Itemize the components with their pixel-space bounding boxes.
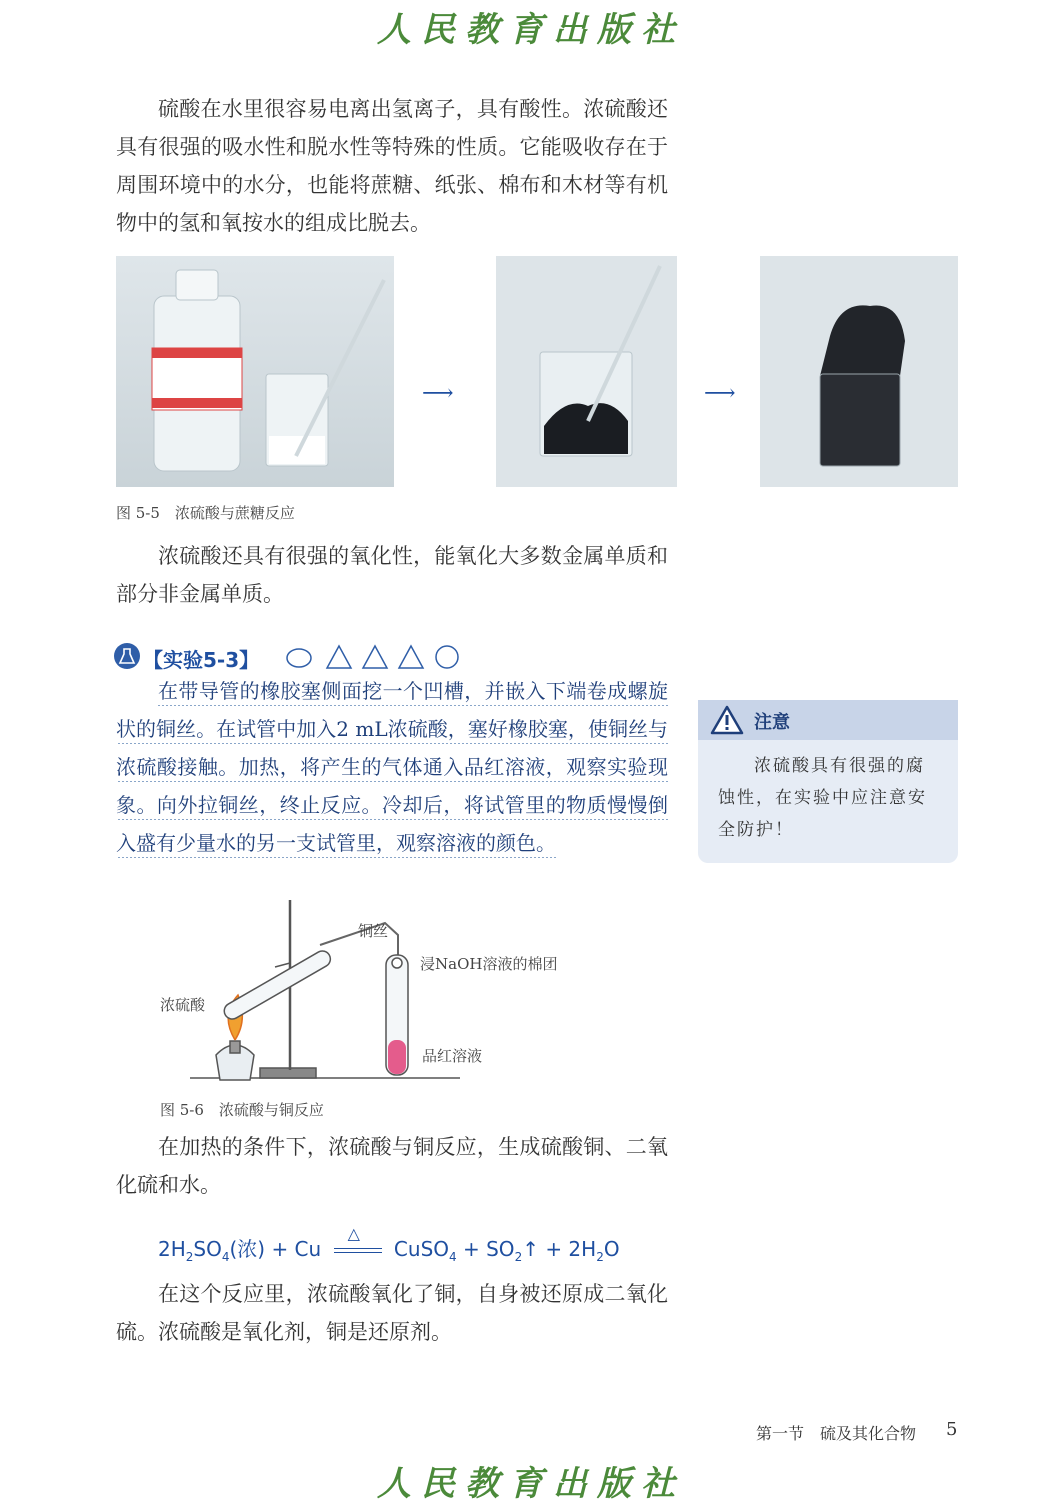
eq-rhs-1: CuSO bbox=[393, 1237, 449, 1261]
arrow-icon: ⟶ bbox=[422, 381, 454, 406]
eq-rhs-2: + SO bbox=[456, 1237, 515, 1261]
flask-icon bbox=[114, 643, 140, 669]
paragraph-copper-reaction: 在加热的条件下，浓硫酸与铜反应，生成硫酸铜、二氧化硫和水。 bbox=[116, 1135, 668, 1197]
eq-lhs-1: 2H bbox=[158, 1237, 186, 1261]
eq-lhs-2: SO bbox=[193, 1237, 222, 1261]
paragraph-sulfuric-acid-properties: 硫酸在水里很容易电离出氢离子，具有酸性。浓硫酸还具有很强的吸水性和脱水性等特殊的性质。它能吸收存在于周围环境中的水分，也能将蔗糖、纸张、棉布和木材等有机物中的氢和氧按水的组成比脱去。 bbox=[116, 97, 668, 235]
chemical-equation bbox=[158, 1224, 620, 1264]
eq-rhs-4: O bbox=[603, 1237, 620, 1261]
arrow-icon: ⟶ bbox=[704, 381, 736, 406]
paragraph-oxidizing-property: 浓硫酸还具有很强的氧化性，能氧化大多数金属单质和部分非金属单质。 bbox=[116, 544, 668, 606]
note-box bbox=[698, 700, 958, 863]
header-publisher: 人民教育出版社 bbox=[377, 10, 685, 50]
eq-rhs-3-sub: 2 bbox=[596, 1250, 604, 1264]
figure-5-5-caption: 图 5-5 浓硫酸与蔗糖反应 bbox=[116, 504, 295, 522]
eq-arrow bbox=[334, 1224, 382, 1253]
page-number: 5 bbox=[946, 1419, 958, 1440]
note-header bbox=[698, 700, 958, 740]
eq-condition: △ bbox=[347, 1224, 360, 1243]
safety-icons bbox=[285, 643, 465, 671]
photo-sugar-darkening bbox=[496, 256, 677, 487]
eq-lhs-2-sub: 4 bbox=[221, 1250, 230, 1264]
warning-icon bbox=[710, 705, 744, 739]
note-body: 浓硫酸具有很强的腐蚀性，在实验中应注意安全防护！ bbox=[718, 756, 927, 840]
photo-acid-and-sugar bbox=[116, 256, 394, 487]
eq-lhs-3: (浓) + Cu bbox=[229, 1237, 322, 1261]
experiment-text bbox=[116, 672, 668, 862]
label-cotton: 浸NaOH溶液的棉团 bbox=[420, 955, 558, 973]
paragraph-oxidizer-reducer: 在这个反应里，浓硫酸氧化了铜，自身被还原成二氧化硫。浓硫酸是氧化剂，铜是还原剂。 bbox=[116, 1282, 668, 1344]
photo-carbon-column bbox=[760, 256, 958, 487]
eq-rhs-1-sub: 4 bbox=[449, 1250, 457, 1264]
eq-lhs-1-sub: 2 bbox=[185, 1250, 194, 1264]
footer-publisher: 人民教育出版社 bbox=[377, 1464, 685, 1504]
experiment-text-content: 在带导管的橡胶塞侧面挖一个凹槽，并嵌入下端卷成螺旋状的铜丝。在试管中加入2 mL浓硫酸，塞好橡胶塞，使铜丝与浓硫酸接触。加热，将产生的气体通入品红溶液，观察实验现象。向外拉铜丝，终止反应。冷却后，将试管里的物质慢慢倒入盛有少量水的另一支试管里，观察溶液的颜色。 bbox=[116, 679, 668, 858]
experiment-label: 【实验5-3】 bbox=[143, 648, 260, 672]
label-concentrated-acid: 浓硫酸 bbox=[160, 996, 206, 1014]
note-title: 注意 bbox=[754, 712, 790, 733]
footer-section: 第一节 硫及其化合物 bbox=[756, 1424, 917, 1443]
eq-rhs-2-sub: 2 bbox=[514, 1250, 523, 1264]
figure-5-6-caption: 图 5-6 浓硫酸与铜反应 bbox=[160, 1101, 324, 1119]
eq-rhs-3: ↑ + 2H bbox=[522, 1237, 597, 1261]
label-copper-wire: 铜丝 bbox=[358, 922, 389, 940]
label-magenta-solution: 品红溶液 bbox=[422, 1047, 483, 1065]
